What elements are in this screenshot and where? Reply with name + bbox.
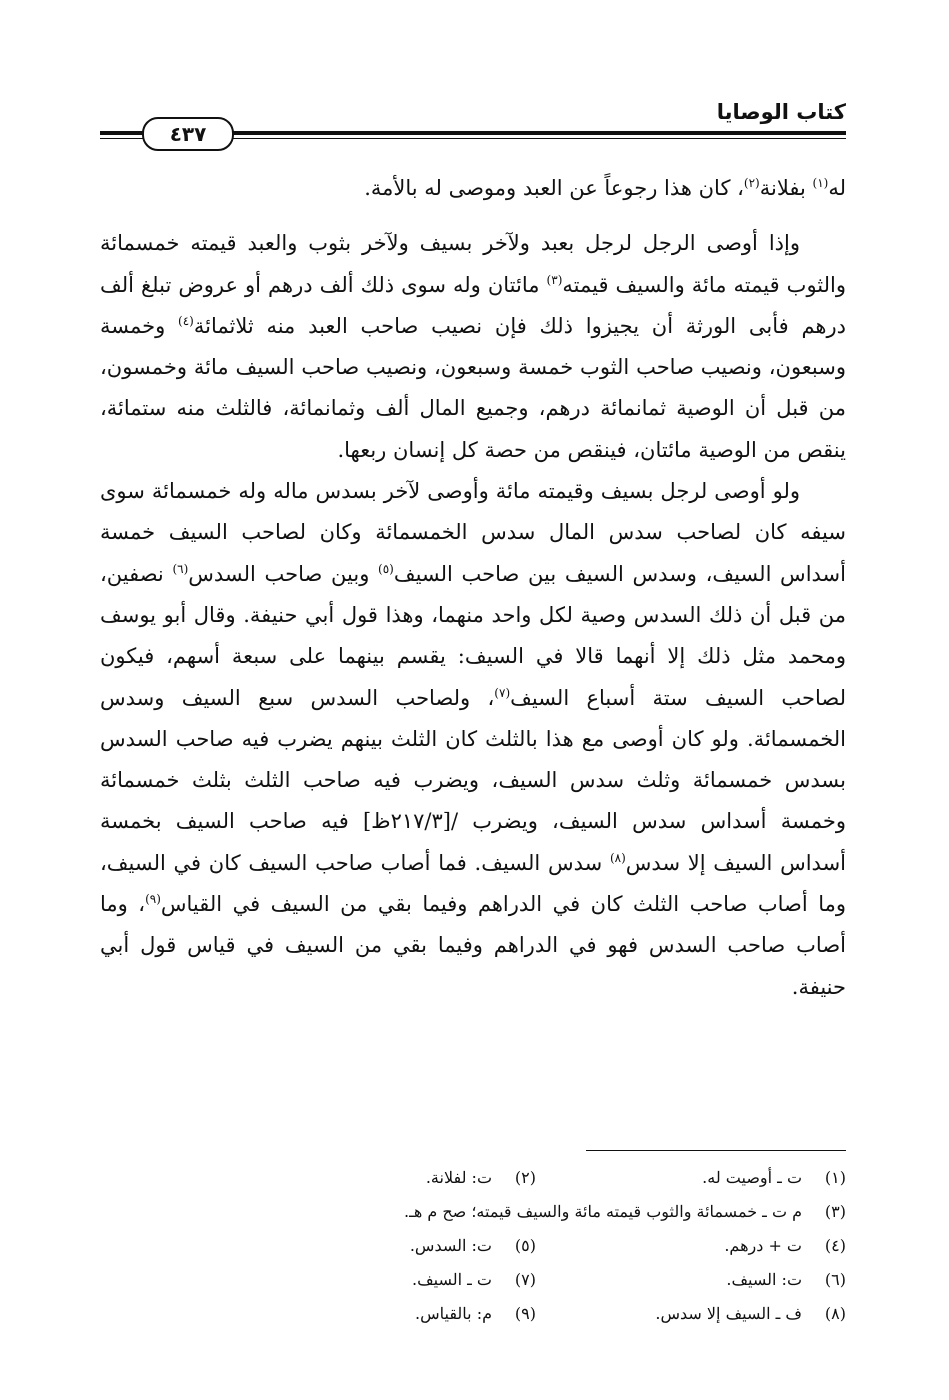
footnote	[226, 1236, 536, 1255]
footnote-number: (٢)	[514, 1167, 536, 1187]
footnote-ref: (٧)	[494, 685, 511, 700]
footnote-text: ت ـ السيف.	[412, 1269, 492, 1289]
footnote	[226, 1304, 536, 1323]
footnote-text: ت ـ أوصيت له.	[702, 1167, 802, 1187]
footnote-text: ت + درهم.	[724, 1235, 802, 1255]
footnote	[536, 1168, 846, 1187]
footnote-number: (٦)	[824, 1269, 846, 1289]
paragraph-2	[100, 223, 846, 471]
footnote	[536, 1304, 846, 1323]
footnote-row	[100, 1262, 846, 1296]
text-run: مائتان وله سوى ذلك ألف درهم أو عروض تبلغ ألف درهم فأبى الورثة أن يجيزوا ذلك فإن نصيب صاحب العبد منه ثلاثمائة	[100, 272, 846, 338]
footnote-number: (٣)	[824, 1201, 846, 1221]
footnote-ref: (٨)	[609, 850, 626, 865]
footnote-row	[100, 1228, 846, 1262]
footnote-text: ت: السدس.	[409, 1235, 492, 1255]
footnotes	[100, 1160, 846, 1330]
footnote-number: (٨)	[824, 1303, 846, 1323]
paragraph-3	[100, 471, 846, 1008]
footnote-number: (٥)	[514, 1235, 536, 1255]
page-number: ٤٣٧	[142, 117, 234, 151]
footnote	[226, 1270, 536, 1289]
footnote-row	[100, 1160, 846, 1194]
footnote-number: (٤)	[824, 1235, 846, 1255]
footnote-ref: (٩)	[145, 892, 161, 907]
main-text	[100, 168, 846, 1008]
footnote-text: م: بالقياس.	[415, 1303, 492, 1323]
footnote-number: (١)	[824, 1167, 846, 1187]
footnote	[536, 1236, 846, 1255]
footnote-ref: (٢)	[743, 176, 760, 190]
text-run: وبين صاحب السدس	[188, 561, 378, 586]
text-run: بفلانة	[759, 176, 813, 200]
paragraph-1	[100, 168, 846, 209]
footnote-text: ت: لفلانة.	[425, 1167, 492, 1187]
text-run: ، ولصاحب السدس سبع السيف وسدس الخمسمائة. ولو كان أوصى مع هذا بالثلث كان الثلث بينهم يضرب فيه صاحب السدس بسدس خمسمائة وثلث سدس السيف، ويضرب فيه صاحب الثلث بثلث خمسمائة وخمسة أسداس سدس السيف، ويضرب /[٢١٧/٣ظ] فيه صاحب السيف بخمسة أسداس السيف إلا سدس	[100, 685, 846, 875]
footnote-number: (٩)	[514, 1303, 536, 1323]
footnote-ref: (٤)	[178, 313, 194, 328]
footnote-row	[100, 1296, 846, 1330]
footnote-text: ف ـ السيف إلا سدس.	[655, 1303, 802, 1323]
footnote-ref: (٣)	[546, 272, 563, 287]
footnote-separator	[586, 1150, 846, 1151]
text-run: وإذا أوصى الرجل لرجل بعبد ولآخر بسيف ولآخر بثوب والعبد قيمته خمسمائة والثوب قيمته مائة والسيف قيمته	[100, 231, 846, 297]
footnote-ref: (١)	[812, 176, 829, 190]
text-run: ولو أوصى لرجل بسيف وقيمته مائة وأوصى لآخر بسدس ماله وله خمسمائة سوى سيفه كان لصاحب سدس المال سدس الخمسمائة وكان لصاحب السيف خمسة أسداس السيف، وسدس السيف بين صاحب السيف	[100, 479, 846, 586]
footnote-row	[100, 1194, 846, 1228]
footnote	[100, 1202, 846, 1221]
footnote-text: م ت ـ خمسمائة والثوب قيمته مائة والسيف قيمته؛ صح م هـ.	[404, 1201, 802, 1221]
footnote-text: ت: السيف.	[726, 1269, 802, 1289]
text-run: له	[828, 176, 846, 200]
footnote	[226, 1168, 536, 1187]
text-run: ، وما أصاب صاحب السدس فهو في الدراهم وفيما بقي من السيف في قياس قول أبي حنيفة.	[100, 892, 846, 999]
text-run: نصفين، من قبل أن ذلك السدس وصية لكل واحد منهما، وهذا قول أبي حنيفة. وقال أبو يوسف ومحمد مثل ذلك إلا أنهما قالا في السيف: يقسم بينهما على سبعة أسهم، فيكون لصاحب السيف ستة أسباع السيف	[100, 561, 846, 710]
text-run: ، كان هذا رجوعاً عن العبد وموصى له بالأمة.	[364, 176, 744, 200]
text-run: سدس السيف. فما أصاب صاحب السيف كان في السيف، وما أصاب صاحب الثلث كان في الدراهم وفيما بقي من السيف في القياس	[100, 850, 846, 917]
footnote-number: (٧)	[514, 1269, 536, 1289]
book-title: كتاب الوصايا	[716, 100, 846, 124]
page-header	[100, 100, 846, 150]
footnote	[536, 1270, 846, 1289]
text-run: وخمسة وسبعون، ونصيب صاحب الثوب خمسة وسبعون، ونصيب صاحب السيف مائة وخمسون، من قبل أن الوصية ثمانمائة درهم، وجميع المال ألف وثمانمائة، فالثلث منه ستمائة، ينقص من الوصية مائتان، فينقص من حصة كل إنسان ربعها.	[100, 313, 846, 462]
footnote-ref: (٥)	[378, 561, 394, 576]
footnote-ref: (٦)	[172, 561, 189, 576]
